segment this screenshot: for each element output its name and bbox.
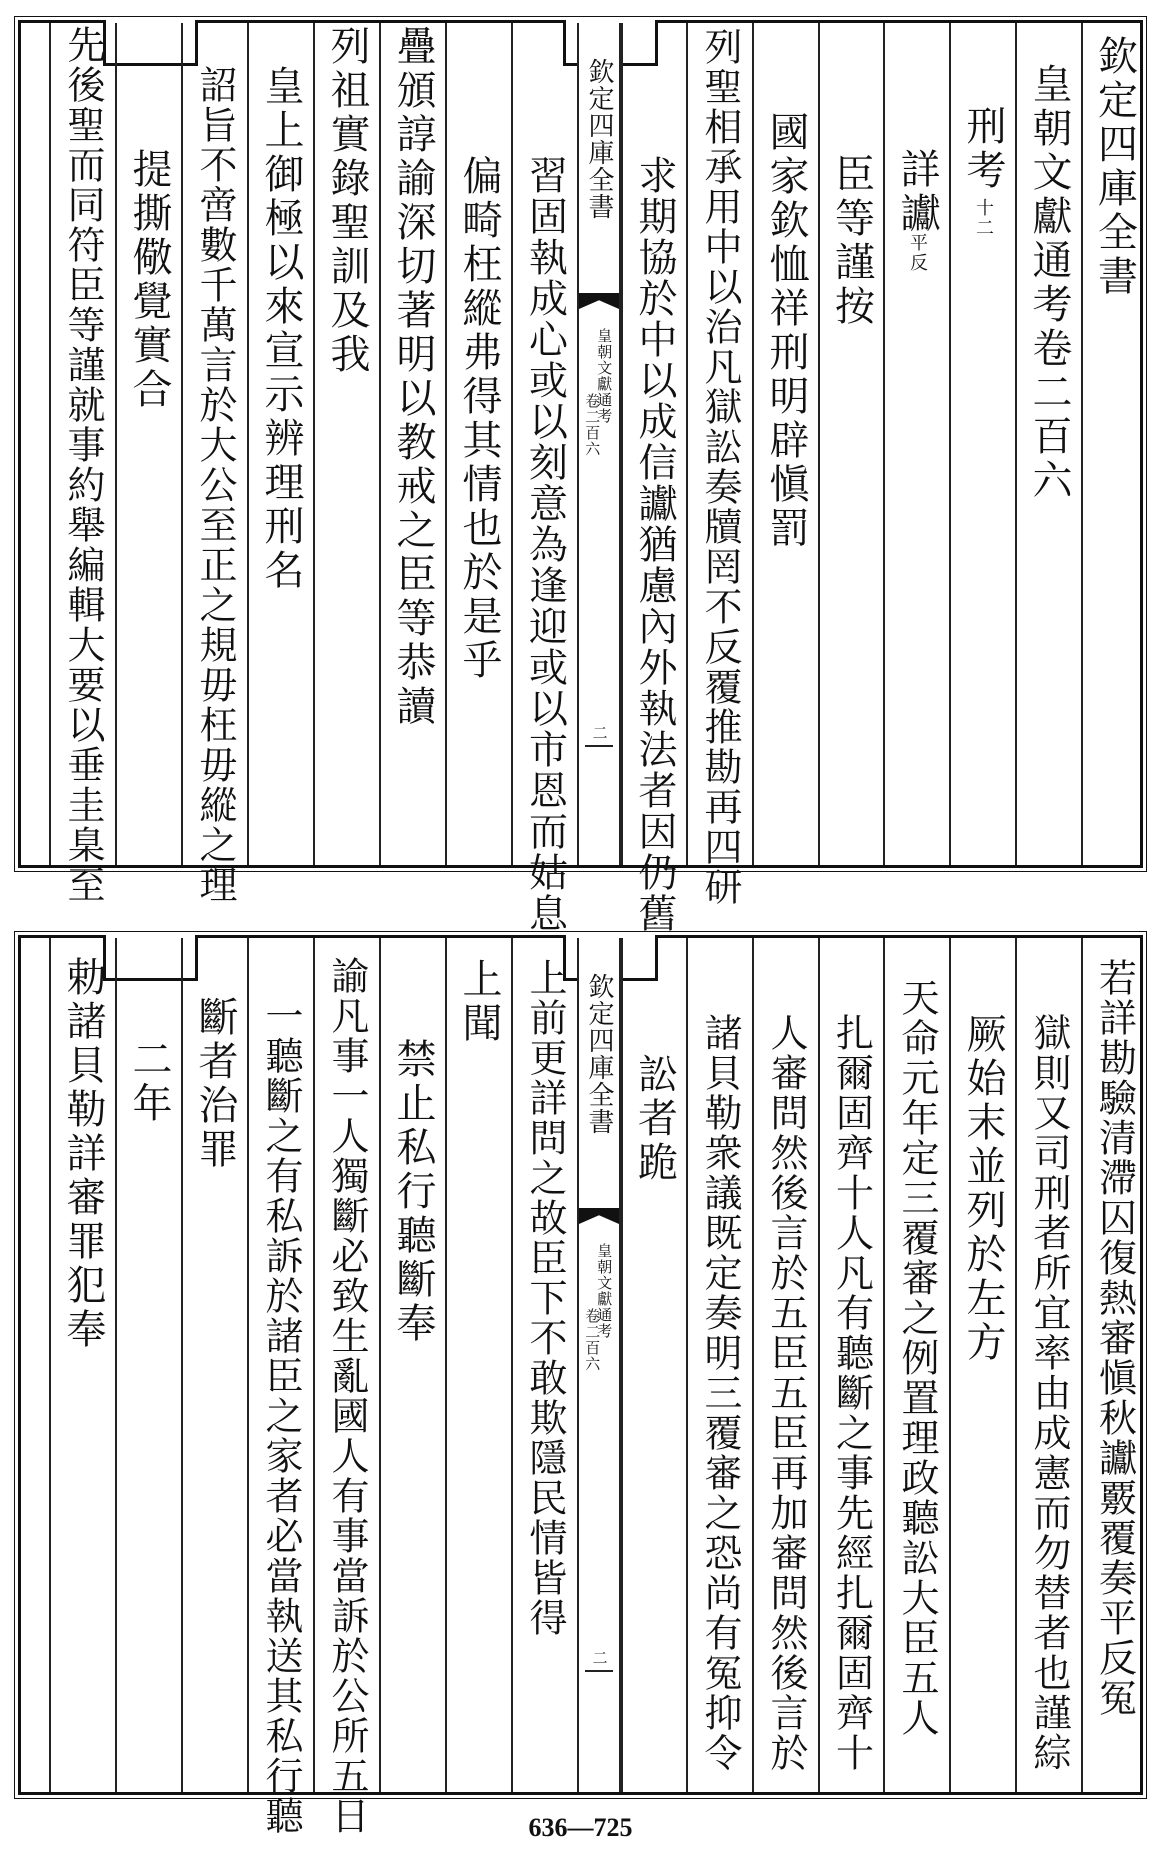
text-column: 訟者跪 <box>631 1053 678 1185</box>
text-column: 人審問然後言於五臣五臣再加審問然後言於 <box>764 1013 808 1773</box>
text-column: 扎爾固齊十人凡有聽斷之事先經扎爾固齊十 <box>829 1013 874 1773</box>
text-column: 二年 <box>126 1038 172 1126</box>
text-column: 列聖相承用中以治凡獄訟奏牘罔不反覆推勘再四研 <box>698 27 742 907</box>
column <box>379 938 445 1792</box>
margin-leaf: 二 <box>590 1650 609 1666</box>
column <box>247 938 313 1836</box>
margin-subtitle: 皇朝文獻通考 <box>595 1243 614 1339</box>
column <box>181 23 247 905</box>
fish-tail-mark <box>579 1208 619 1224</box>
text-column: 國家欽恤祥刑明辟愼罰 <box>763 111 809 551</box>
column <box>686 938 752 1792</box>
text-column: 若詳勘驗清滯囚復熱審愼秋讞覈覆奏平反冤 <box>1092 958 1137 1718</box>
column <box>49 938 115 1792</box>
column <box>621 938 686 1792</box>
column <box>313 938 379 1836</box>
text-column: 疊頒諄諭深切著明以教戒之臣等恭讀 <box>390 25 436 729</box>
column <box>949 938 1015 1792</box>
column <box>1015 23 1081 865</box>
column <box>313 23 379 865</box>
column <box>379 23 445 865</box>
text-column: 上前更詳問之故臣下不敢欺隱民情皆得 <box>523 958 567 1638</box>
column <box>115 23 181 865</box>
margin-title: 欽定四庫全書 <box>584 973 614 1135</box>
text-column: 一聽斷之有私訴於諸臣之家者必當執送其私行聽 <box>259 996 303 1836</box>
section-note: 十二 <box>973 198 994 238</box>
column <box>115 938 181 1792</box>
subsection-title: 詳讞 <box>894 148 940 236</box>
text-column: 勅諸貝勒詳審罪犯奉 <box>60 956 106 1352</box>
column <box>49 23 115 905</box>
text-column: 偏畸枉縱弗得其情也於是乎 <box>456 155 502 683</box>
column <box>511 23 577 934</box>
text-column: 列祖實錄聖訓及我 <box>324 25 370 377</box>
text-column: 上聞 <box>456 958 502 1046</box>
text-column: 諸貝勒衆議既定奏明三覆審之恐尚有冤抑令 <box>698 1013 742 1773</box>
margin-line <box>585 745 613 747</box>
column <box>752 938 818 1792</box>
column <box>621 23 686 934</box>
subsection-note: 平反 <box>907 233 928 273</box>
column <box>1081 938 1146 1792</box>
column <box>883 938 949 1792</box>
column <box>181 938 247 1792</box>
column <box>686 23 752 907</box>
page-number: 636—725 <box>528 1813 633 1842</box>
center-margin <box>577 23 621 865</box>
margin-line <box>585 1670 613 1672</box>
margin-volume: 卷二百六 <box>583 393 602 457</box>
column <box>818 938 883 1792</box>
text-column: 皇上御極以來宣示辨理刑名 <box>258 65 304 593</box>
text-column: 求期協於中以成信讞猶慮內外執法者因仍舊 <box>632 155 677 934</box>
text-column: 習固執成心或以刻意為逢迎或以市恩而姑息 <box>522 155 568 934</box>
column <box>445 938 511 1792</box>
text-column: 獄則又司刑者所宜率由成憲而勿替者也謹綜 <box>1027 1013 1071 1773</box>
fish-tail-mark <box>579 293 619 309</box>
chapter-title: 皇朝文獻通考卷二百六 <box>1026 63 1072 503</box>
margin-title: 欽定四庫全書 <box>584 58 614 220</box>
text-column: 斷者治罪 <box>192 996 238 1172</box>
text-column: 詔旨不啻數千萬言於大公至正之規毋枉毋縱之理 <box>193 65 237 905</box>
text-column: 先後聖而同符臣等謹就事約舉編輯大要以垂圭臬至 <box>61 25 105 905</box>
column <box>883 23 949 865</box>
section-title: 刑考 <box>960 105 1006 193</box>
column <box>818 23 883 865</box>
margin-subtitle: 皇朝文獻通考 <box>595 328 614 424</box>
column <box>21 938 49 1792</box>
column <box>21 23 49 865</box>
margin-volume: 卷二百六 <box>583 1308 602 1372</box>
margin-leaf: 二 <box>590 725 609 741</box>
column <box>1081 23 1146 865</box>
text-column: 禁止私行聽斷奉 <box>390 1038 436 1346</box>
column <box>247 23 313 865</box>
column <box>752 23 818 865</box>
column <box>949 23 1015 865</box>
book-title: 欽定四庫全書 <box>1091 35 1138 299</box>
column <box>445 23 511 865</box>
text-column: 臣等謹按 <box>828 153 875 329</box>
text-column: 諭凡事一人獨斷必致生亂國人有事當訴於公所五日 <box>325 956 369 1836</box>
column <box>511 938 577 1792</box>
text-column: 提撕儆覺實合 <box>126 148 172 412</box>
top-page <box>18 20 1143 934</box>
column <box>1015 938 1081 1792</box>
center-margin <box>577 938 621 1792</box>
text-column: 厥始末並列於左方 <box>960 1013 1006 1365</box>
text-column: 天命元年定三覆審之例置理政聽訟大臣五人 <box>895 978 939 1738</box>
